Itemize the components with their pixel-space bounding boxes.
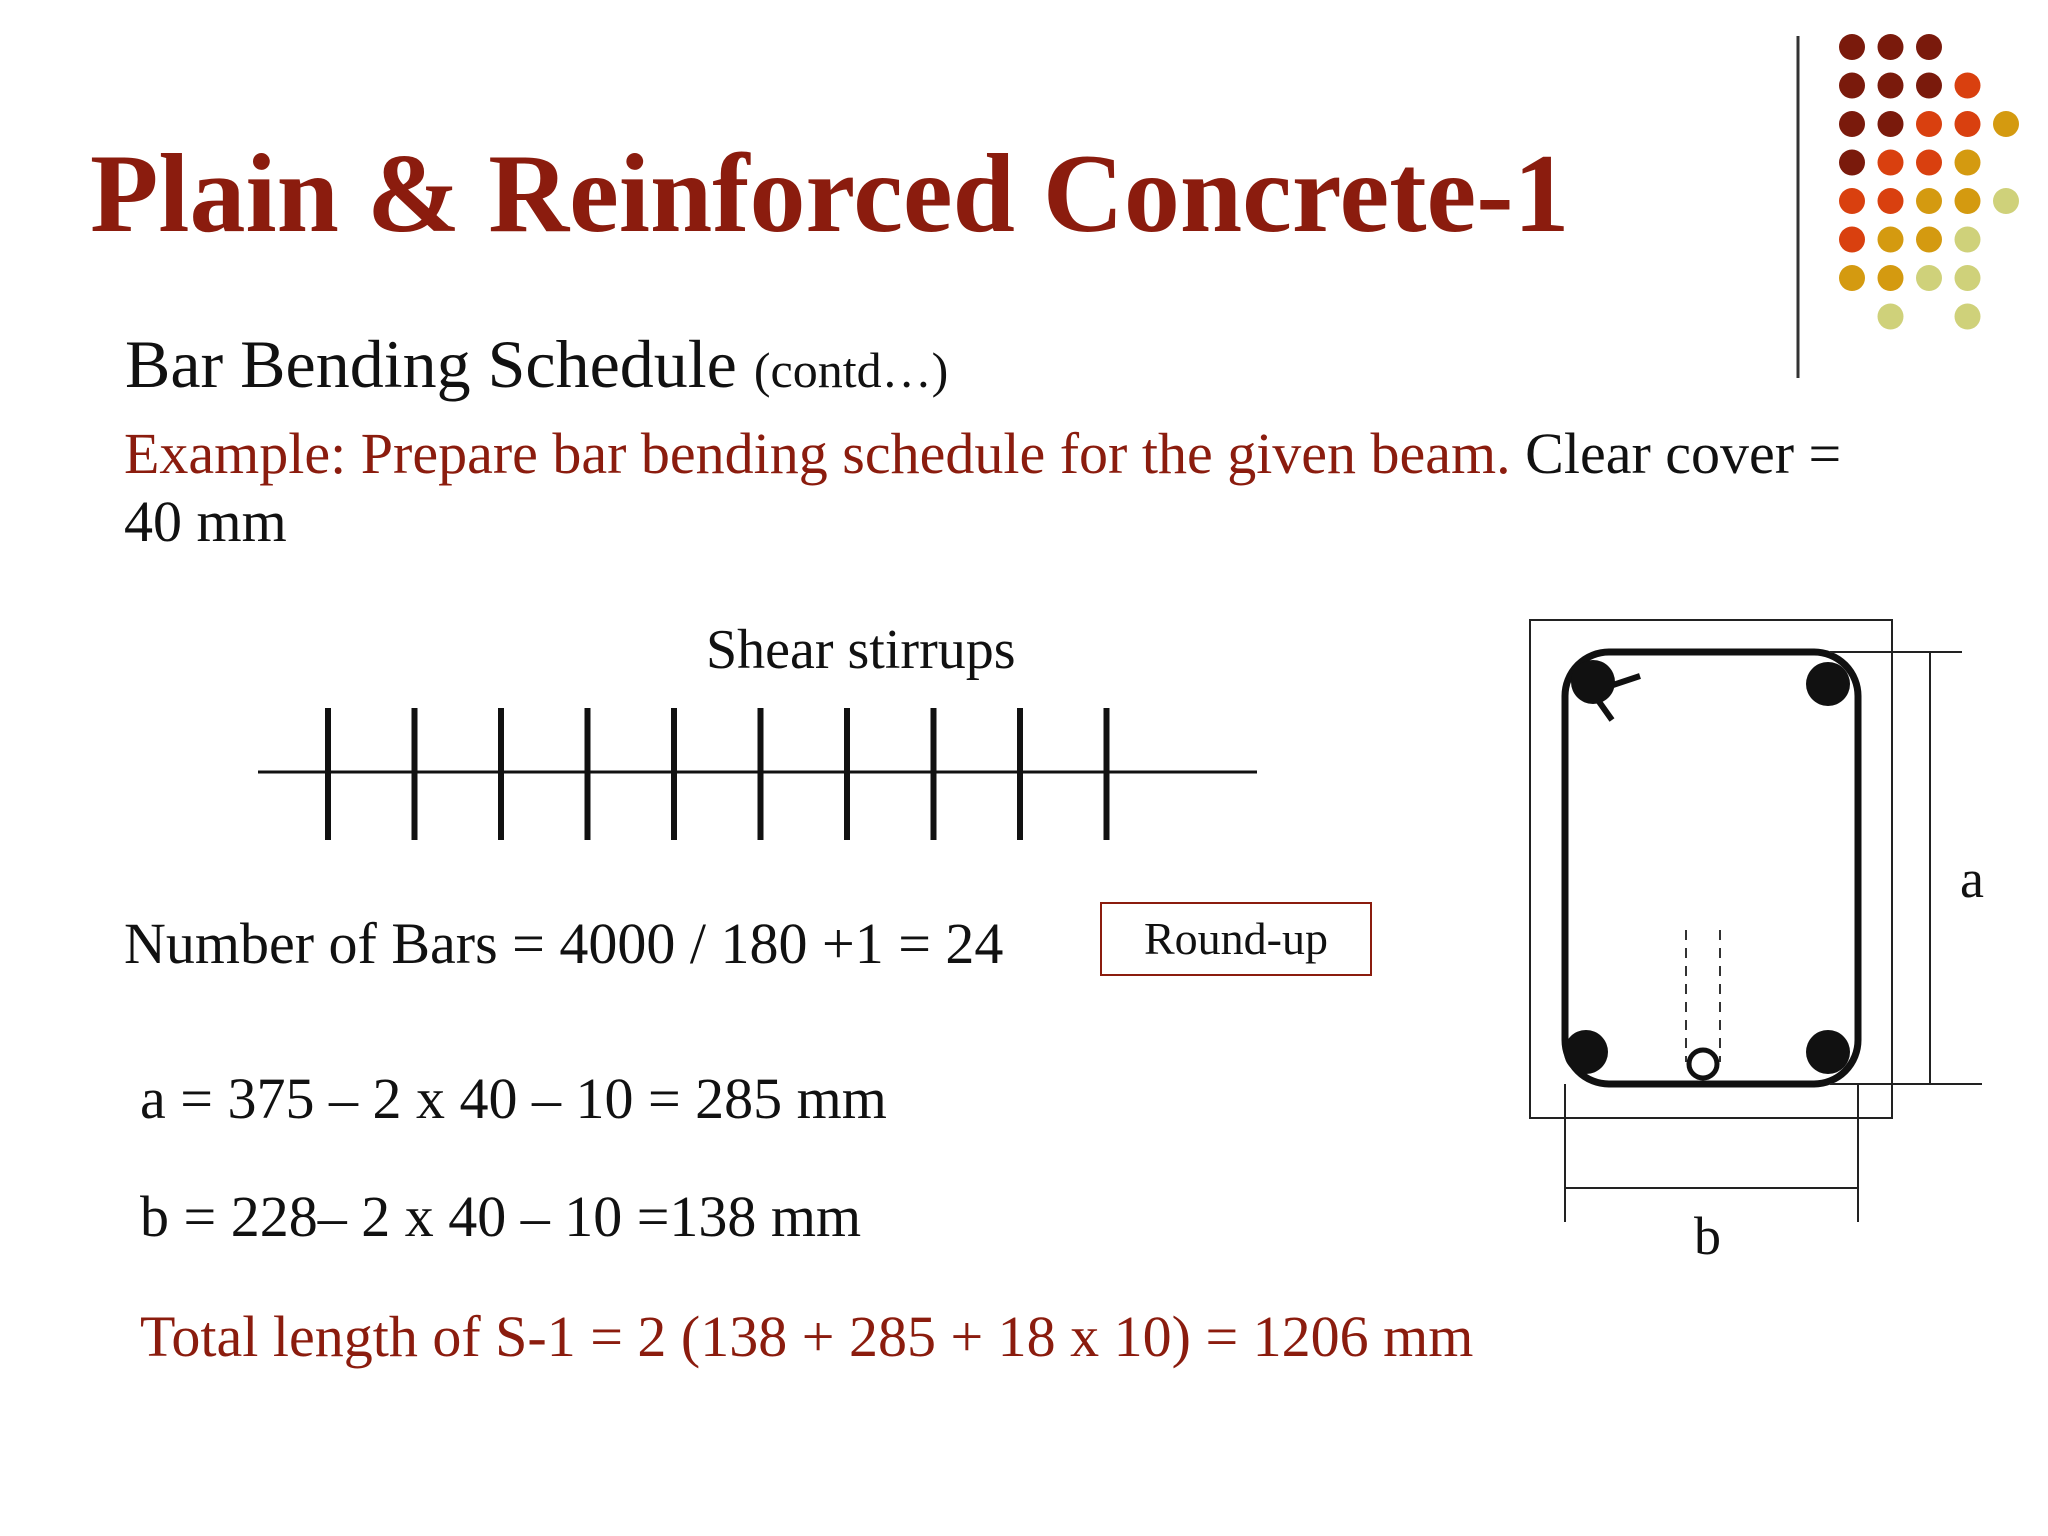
- decorative-dot: [1878, 73, 1904, 99]
- slide-title: Plain & Reinforced Concrete-1: [90, 132, 1570, 256]
- decorative-dot: [1916, 265, 1942, 291]
- round-up-badge: Round-up: [1100, 902, 1372, 976]
- rebar-top-left: [1571, 660, 1615, 704]
- stirrups-label: Shear stirrups: [706, 619, 1016, 681]
- decorative-dot: [1955, 150, 1981, 176]
- rebar-top-right: [1806, 662, 1850, 706]
- decorative-dot: [1916, 227, 1942, 253]
- decorative-dot: [1916, 73, 1942, 99]
- decorative-dot: [1916, 150, 1942, 176]
- decorative-dot: [1993, 188, 2019, 214]
- example-prompt: Example: Prepare bar bending schedule for the given beam.: [124, 421, 1511, 486]
- decorative-dot: [1993, 111, 2019, 137]
- decorative-dot: [1916, 188, 1942, 214]
- calc-b-formula: b = 228– 2 x 40 – 10 =138 mm: [140, 1184, 862, 1249]
- decorative-dot: [1955, 73, 1981, 99]
- rebar-bottom-right: [1806, 1030, 1850, 1074]
- section-heading-note: (contd…): [753, 342, 949, 398]
- number-of-bars-formula: Number of Bars = 4000 / 180 +1 = 24: [124, 911, 1004, 976]
- decorative-dot: [1955, 227, 1981, 253]
- decorative-dot: [1878, 227, 1904, 253]
- decorative-dot: [1955, 111, 1981, 137]
- section-heading: [125, 325, 948, 404]
- decorative-dot: [1839, 73, 1865, 99]
- decorative-dot: [1839, 265, 1865, 291]
- total-length-formula: Total length of S-1 = 2 (138 + 285 + 18 x 10) = 1206 mm: [140, 1304, 1474, 1369]
- decorative-dot: [1916, 34, 1942, 60]
- clear-cover-text: Clear cover = 40 mm: [124, 421, 1842, 554]
- hanger-bar: [1689, 1050, 1717, 1078]
- decorative-dot: [1955, 304, 1981, 330]
- decorative-dot: [1839, 34, 1865, 60]
- calc-a-formula: a = 375 – 2 x 40 – 10 = 285 mm: [140, 1066, 887, 1131]
- stirrup-ticks: [328, 708, 1107, 840]
- section-heading-main: Bar Bending Schedule: [125, 326, 737, 402]
- dimension-a-label: a: [1960, 849, 1984, 909]
- example-statement: [124, 420, 1844, 556]
- decorative-dot: [1955, 188, 1981, 214]
- decorative-dot: [1916, 111, 1942, 137]
- decorative-dot: [1878, 150, 1904, 176]
- decorative-dot-grid: [1839, 34, 2019, 330]
- decorative-dot: [1878, 34, 1904, 60]
- decorative-dot: [1839, 111, 1865, 137]
- decorative-dot: [1878, 188, 1904, 214]
- decorative-dot: [1955, 265, 1981, 291]
- decorative-dot: [1839, 150, 1865, 176]
- stirrup-diagram: [258, 708, 1257, 840]
- decorative-dot: [1878, 111, 1904, 137]
- rebar-bottom-left: [1564, 1030, 1608, 1074]
- decorative-dot: [1878, 304, 1904, 330]
- decorative-dot: [1839, 227, 1865, 253]
- decorative-dot: [1839, 188, 1865, 214]
- dimension-b-label: b: [1694, 1206, 1721, 1266]
- beam-cross-section: [1530, 620, 1982, 1222]
- decorative-dot: [1878, 265, 1904, 291]
